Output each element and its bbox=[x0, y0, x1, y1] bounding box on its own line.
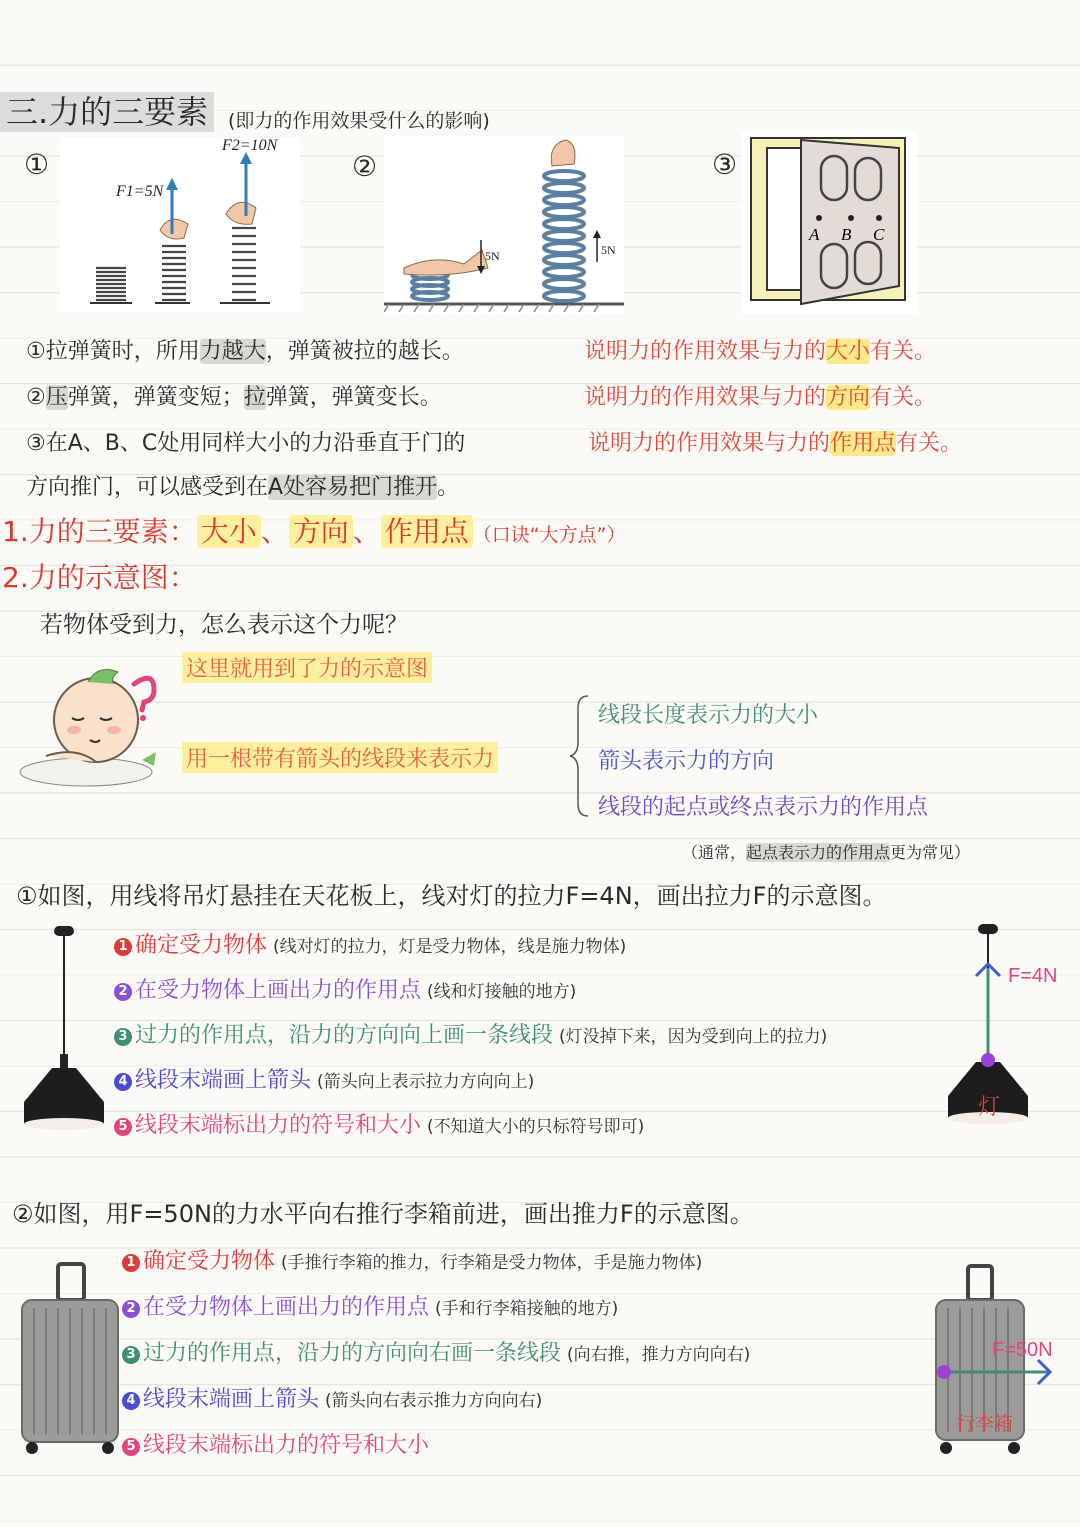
step-number-badge: 2 bbox=[114, 983, 132, 1001]
step-note-text: (手推行李箱的推力，行李箱是受力物体，手是施力物体) bbox=[281, 1253, 703, 1273]
door-point-b: B bbox=[841, 225, 852, 244]
example-2-step-2 bbox=[122, 1290, 618, 1321]
conclusion-1: 说明力的作用效果与力的大小有关。 bbox=[584, 339, 937, 364]
door-point-a: A bbox=[809, 225, 820, 244]
step-note-text: (不知道大小的只标符号即可) bbox=[427, 1117, 645, 1137]
pull-force-label: 5N bbox=[601, 243, 616, 257]
pendant-lamp-image bbox=[22, 926, 108, 1136]
section-title: 三.力的三要素 bbox=[0, 92, 214, 132]
step-number-badge: 1 bbox=[122, 1254, 140, 1272]
force-answer: 这里就用到了力的示意图 bbox=[182, 652, 432, 683]
step-note-text: (箭头向右表示推力方向向右) bbox=[325, 1391, 543, 1411]
figure-2-number: ② bbox=[352, 150, 378, 183]
step-number-badge: 1 bbox=[114, 938, 132, 956]
step-main-text: 过力的作用点，沿力的方向向右画一条线段 bbox=[143, 1341, 562, 1366]
example-1-step-1 bbox=[114, 928, 626, 959]
branch-length: 线段长度表示力的大小 bbox=[598, 703, 819, 728]
step-note-text: (手和行李箱接触的地方) bbox=[435, 1299, 619, 1319]
lamp-object-label: 灯 bbox=[978, 1095, 1001, 1120]
force-f1-label: F1=5N bbox=[116, 183, 164, 200]
step-note-text: (箭头向上表示拉力方向向上) bbox=[317, 1072, 535, 1092]
branch-brace bbox=[566, 692, 596, 820]
example-2-step-5 bbox=[122, 1428, 435, 1459]
suitcase-force-label: F=50N bbox=[992, 1339, 1053, 1361]
step-number-badge: 5 bbox=[114, 1118, 132, 1136]
three-elements-line: 1.力的三要素： 大小 、 方向 、 作用点 （口诀“大方点”） bbox=[2, 515, 626, 548]
conclusion-3: 说明力的作用效果与力的作用点有关。 bbox=[588, 431, 963, 456]
section-subtitle: (即力的作用效果受什么的影响) bbox=[228, 110, 490, 132]
door-point-c: C bbox=[873, 225, 885, 244]
suitcase-object-label: 行李箱 bbox=[956, 1413, 1014, 1435]
force-diagram-heading: 2.力的示意图： bbox=[2, 561, 197, 594]
step-number-badge: 4 bbox=[114, 1073, 132, 1091]
step-note-text: (线和灯接触的地方) bbox=[427, 982, 577, 1002]
step-note-text: (向右推，推力方向向右) bbox=[567, 1345, 751, 1365]
example-1-step-3 bbox=[114, 1018, 827, 1049]
example-2-step-1 bbox=[122, 1244, 702, 1275]
observation-3-line-2: 方向推门，可以感受到在A处容易把门推开。 bbox=[26, 475, 460, 500]
step-main-text: 线段末端画上箭头 bbox=[135, 1068, 312, 1093]
step-main-text: 确定受力物体 bbox=[143, 1249, 276, 1274]
conclusion-2: 说明力的作用效果与力的方向有关。 bbox=[584, 385, 937, 410]
example-1-step-4 bbox=[114, 1063, 534, 1094]
figure-3-number: ③ bbox=[712, 148, 738, 181]
spring-push-pull-figure bbox=[384, 136, 624, 314]
push-force-label: 5N bbox=[485, 249, 500, 263]
example-1-title: ①如图，用线将吊灯悬挂在天花板上，线对灯的拉力F=4N，画出拉力F的示意图。 bbox=[16, 882, 887, 910]
figure-1-number: ① bbox=[24, 148, 50, 181]
lamp-force-diagram bbox=[940, 920, 1080, 1140]
suitcase-force-diagram bbox=[930, 1262, 1080, 1458]
force-method: 用一根带有箭头的线段来表示力 bbox=[182, 742, 498, 773]
example-2-title: ②如图，用F=50N的力水平向右推行李箱前进，画出推力F的示意图。 bbox=[12, 1200, 754, 1228]
force-f2-label: F2=10N bbox=[222, 138, 278, 154]
step-main-text: 线段末端标出力的符号和大小 bbox=[135, 1113, 422, 1138]
step-note-text: (灯没掉下来，因为受到向上的拉力) bbox=[559, 1027, 828, 1047]
example-2-step-3 bbox=[122, 1336, 750, 1367]
door-figure bbox=[741, 132, 917, 314]
baby-cartoon-image bbox=[16, 660, 172, 790]
branch-note: （通常，起点表示力的作用点更为常见） bbox=[682, 843, 971, 862]
suitcase-image bbox=[18, 1260, 122, 1456]
step-number-badge: 2 bbox=[122, 1300, 140, 1318]
step-main-text: 过力的作用点，沿力的方向向上画一条线段 bbox=[135, 1023, 554, 1048]
observation-2: ②压弹簧，弹簧变短；拉弹簧，弹簧变长。 bbox=[26, 385, 442, 410]
observation-3: ③在A、B、C处用同样大小的力沿垂直于门的 bbox=[26, 431, 466, 456]
step-main-text: 在受力物体上画出力的作用点 bbox=[135, 978, 422, 1003]
step-number-badge: 4 bbox=[122, 1392, 140, 1410]
step-number-badge: 5 bbox=[122, 1438, 140, 1456]
branch-point: 线段的起点或终点表示力的作用点 bbox=[598, 795, 929, 820]
step-number-badge: 3 bbox=[122, 1346, 140, 1364]
step-main-text: 线段末端标出力的符号和大小 bbox=[143, 1433, 430, 1458]
branch-arrow: 箭头表示力的方向 bbox=[598, 749, 775, 774]
spring-pull-figure bbox=[60, 138, 300, 312]
example-2-step-4 bbox=[122, 1382, 542, 1413]
force-question: 若物体受到力，怎么表示这个力呢？ bbox=[40, 612, 408, 638]
step-main-text: 线段末端画上箭头 bbox=[143, 1387, 320, 1412]
example-1-step-2 bbox=[114, 973, 576, 1004]
step-number-badge: 3 bbox=[114, 1028, 132, 1046]
lamp-force-label: F=4N bbox=[1008, 965, 1058, 987]
step-main-text: 确定受力物体 bbox=[135, 933, 268, 958]
example-1-step-5 bbox=[114, 1108, 644, 1139]
step-main-text: 在受力物体上画出力的作用点 bbox=[143, 1295, 430, 1320]
observation-1: ①拉弹簧时，所用力越大，弹簧被拉的越长。 bbox=[26, 339, 464, 364]
step-note-text: (线对灯的拉力，灯是受力物体，线是施力物体) bbox=[273, 937, 627, 957]
